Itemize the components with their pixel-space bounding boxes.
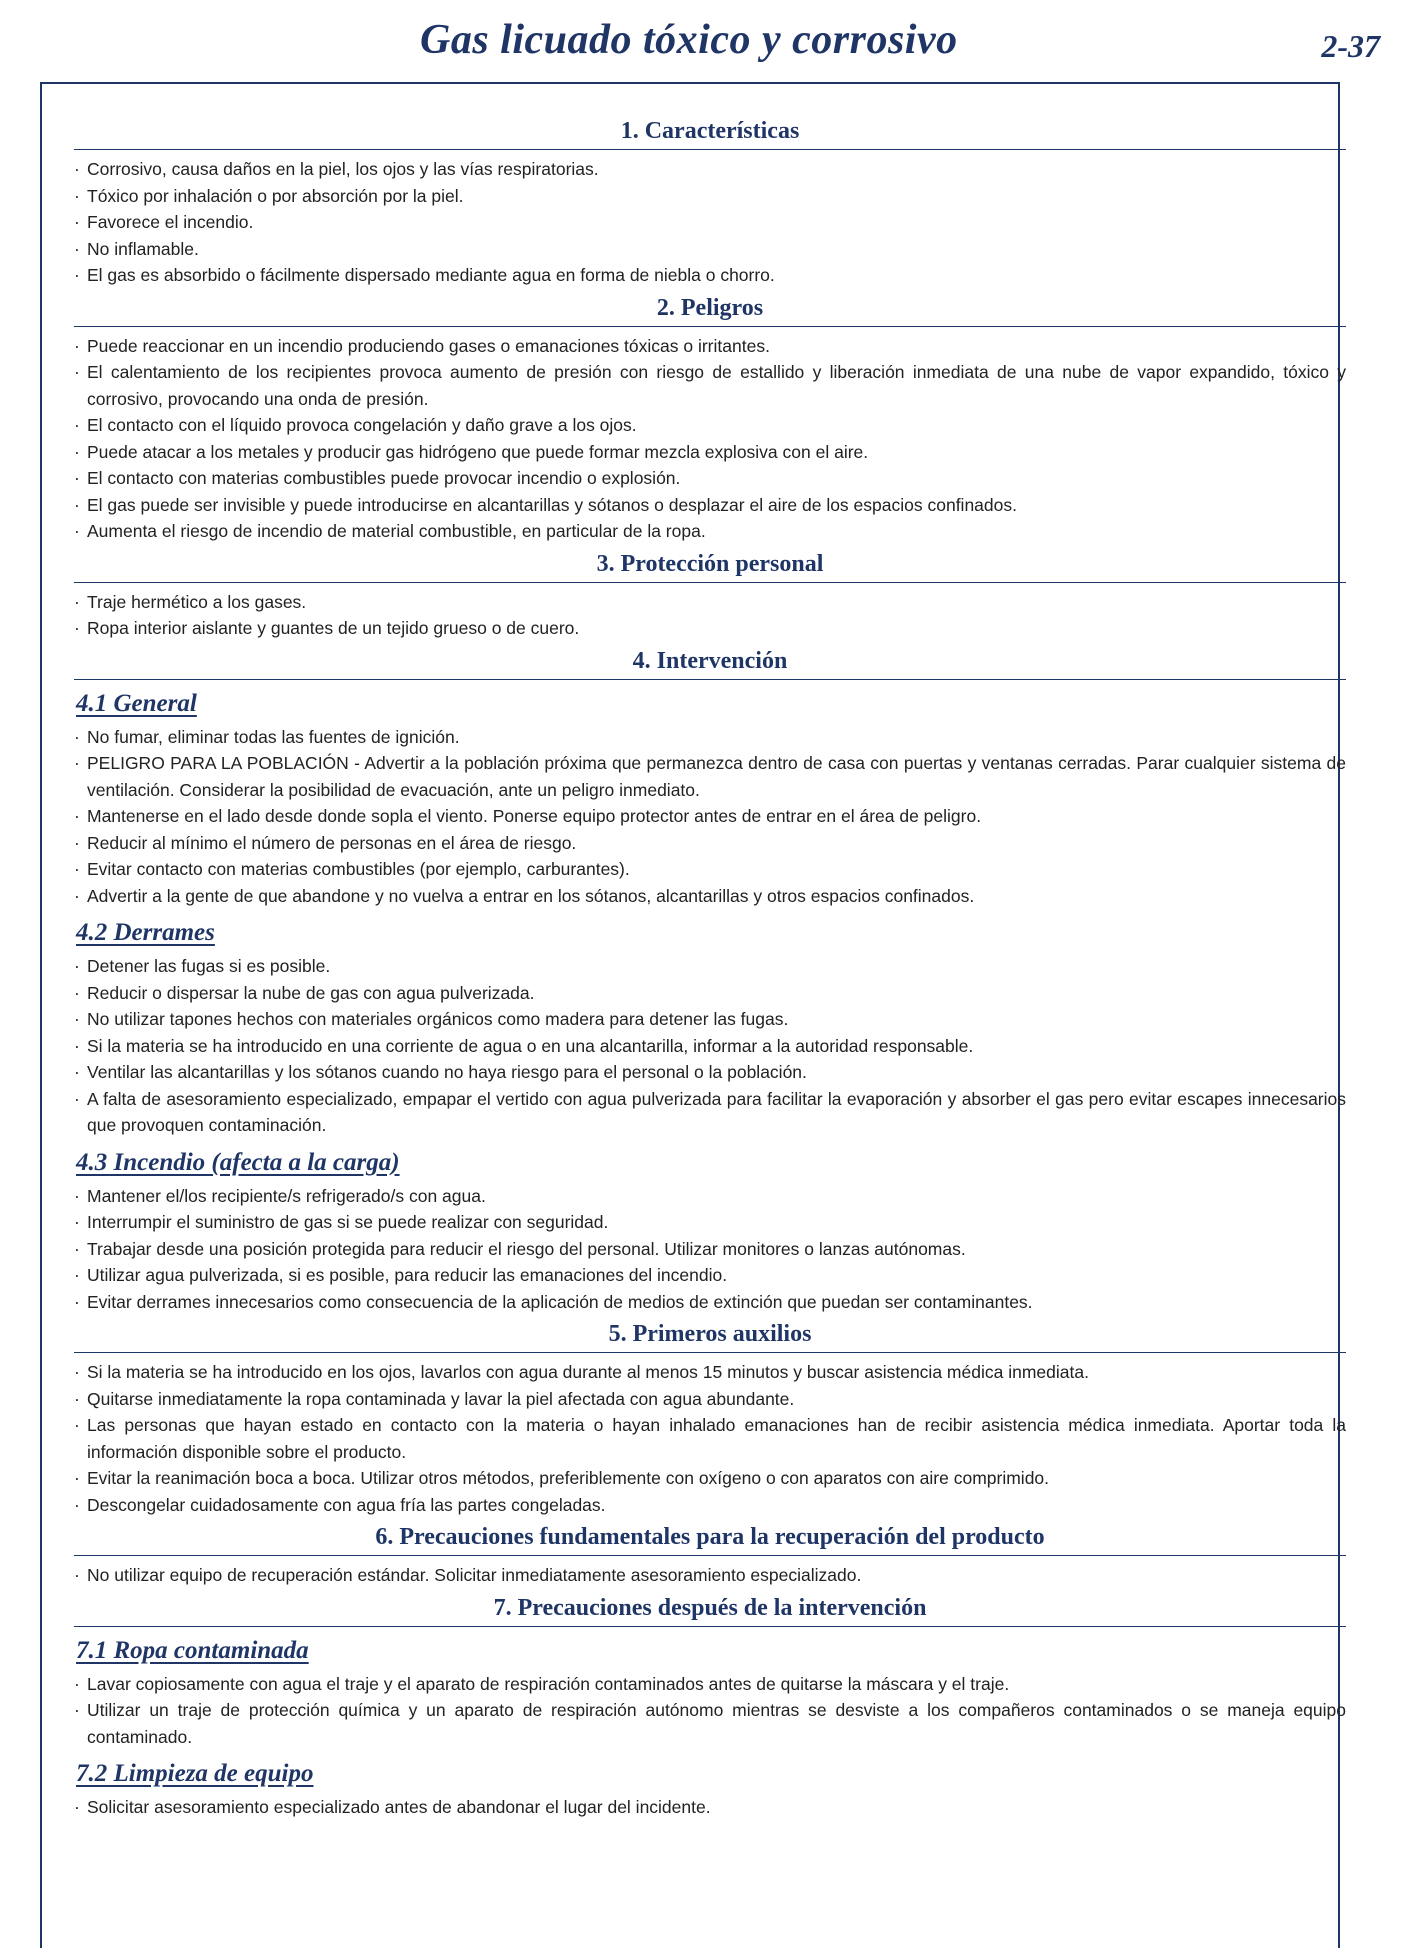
list-item: · Advertir a la gente de que abandone y no vuelva a entrar en los sótanos, alcantarillas y otros espacios confinados. [74, 883, 1346, 910]
list-item: · No inflamable. [74, 236, 1346, 263]
section-heading-intervencion: 4. Intervención [74, 646, 1346, 680]
list-item: · El calentamiento de los recipientes provoca aumento de presión con riesgo de estallido y liberación inmediata de una nube de vapor expandido, tóxico y corrosivo, provocando una onda de presión. [74, 359, 1346, 412]
subsection-heading-general: 4.1 General [76, 689, 197, 717]
list-item: · No utilizar equipo de recuperación estándar. Solicitar inmediatamente asesoramiento especializado. [74, 1562, 1346, 1589]
list-item: · Aumenta el riesgo de incendio de material combustible, en particular de la ropa. [74, 518, 1346, 545]
list-caracteristicas [74, 156, 1346, 289]
list-item: · Las personas que hayan estado en contacto con la materia o hayan inhalado emanaciones han de recibir asistencia médica inmediata. Aportar toda la información disponible sobre el producto. [74, 1412, 1346, 1465]
list-item: · Tóxico por inhalación o por absorción por la piel. [74, 183, 1346, 210]
section-heading-despues-intervencion: 7. Precauciones después de la intervención [74, 1593, 1346, 1627]
list-item: · Utilizar agua pulverizada, si es posible, para reducir las emanaciones del incendio. [74, 1262, 1346, 1289]
list-item: · Puede atacar a los metales y producir gas hidrógeno que puede formar mezcla explosiva con el aire. [74, 439, 1346, 466]
list-item: · El gas puede ser invisible y puede introducirse en alcantarillas y sótanos o desplazar el aire de los espacios confinados. [74, 492, 1346, 519]
list-item: · Si la materia se ha introducido en una corriente de agua o en una alcantarilla, informar a la autoridad responsable. [74, 1033, 1346, 1060]
section-heading-proteccion-personal: 3. Protección personal [74, 549, 1346, 583]
section-heading-peligros: 2. Peligros [74, 293, 1346, 327]
document-body [74, 116, 1346, 1825]
subsection-heading-limpieza-equipo: 7.2 Limpieza de equipo [76, 1760, 314, 1787]
list-item: · Ventilar las alcantarillas y los sótanos cuando no haya riesgo para el personal o la población. [74, 1059, 1346, 1086]
list-item: · Descongelar cuidadosamente con agua fría las partes congeladas. [74, 1492, 1346, 1519]
page-title: Gas licuado tóxico y corrosivo [420, 17, 958, 63]
list-item: · Evitar la reanimación boca a boca. Utilizar otros métodos, preferiblemente con oxígeno o con aparatos con aire comprimido. [74, 1465, 1346, 1492]
list-item: · Traje hermético a los gases. [74, 589, 1346, 616]
list-limpieza-equipo [74, 1794, 1346, 1821]
list-item: · Utilizar un traje de protección química y un aparato de respiración autónomo mientras se desviste a los compañeros contaminados o se maneja equipo contaminado. [74, 1697, 1346, 1750]
list-primeros-auxilios [74, 1359, 1346, 1518]
list-item: · Trabajar desde una posición protegida para reducir el riesgo del personal. Utilizar monitores o lanzas autónomas. [74, 1236, 1346, 1263]
list-item: · Solicitar asesoramiento especializado antes de abandonar el lugar del incidente. [74, 1794, 1346, 1821]
subsection-heading-ropa-contaminada: 7.1 Ropa contaminada [76, 1636, 309, 1664]
list-ropa-contaminada [74, 1671, 1346, 1751]
list-item: · Si la materia se ha introducido en los ojos, lavarlos con agua durante al menos 15 minutos y buscar asistencia médica inmediata. [74, 1359, 1346, 1386]
list-item: · El contacto con materias combustibles puede provocar incendio o explosión. [74, 465, 1346, 492]
section-heading-recuperacion-producto: 6. Precauciones fundamentales para la recuperación del producto [74, 1522, 1346, 1556]
list-derrames [74, 953, 1346, 1139]
list-item: · A falta de asesoramiento especializado, empapar el vertido con agua pulverizada para facilitar la evaporación y absorber el gas pero evitar escapes innecesarios que provoquen contaminación. [74, 1086, 1346, 1139]
section-heading-primeros-auxilios: 5. Primeros auxilios [74, 1319, 1346, 1353]
list-peligros [74, 333, 1346, 545]
list-item: · Reducir al mínimo el número de personas en el área de riesgo. [74, 830, 1346, 857]
list-item: · Evitar derrames innecesarios como consecuencia de la aplicación de medios de extinción que puedan ser contaminantes. [74, 1289, 1346, 1316]
list-item: · Mantener el/los recipiente/s refrigerado/s con agua. [74, 1183, 1346, 1210]
list-general [74, 724, 1346, 910]
list-item: · Lavar copiosamente con agua el traje y el aparato de respiración contaminados antes de quitarse la máscara y el traje. [74, 1671, 1346, 1698]
list-item: · Puede reaccionar en un incendio produciendo gases o emanaciones tóxicas o irritantes. [74, 333, 1346, 360]
section-heading-caracteristicas: 1. Características [74, 116, 1346, 150]
subsection-heading-incendio: 4.3 Incendio (afecta a la carga) [76, 1148, 400, 1176]
list-item: · Evitar contacto con materias combustibles (por ejemplo, carburantes). [74, 856, 1346, 883]
list-item: · Ropa interior aislante y guantes de un tejido grueso o de cuero. [74, 615, 1346, 642]
list-item: · Detener las fugas si es posible. [74, 953, 1346, 980]
list-item: · Favorece el incendio. [74, 209, 1346, 236]
list-item: · No utilizar tapones hechos con materiales orgánicos como madera para detener las fugas. [74, 1006, 1346, 1033]
list-proteccion-personal [74, 589, 1346, 642]
list-item: · No fumar, eliminar todas las fuentes de ignición. [74, 724, 1346, 751]
page-header [0, 0, 1408, 84]
list-item: · Mantenerse en el lado desde donde sopla el viento. Ponerse equipo protector antes de entrar en el área de peligro. [74, 803, 1346, 830]
list-item: · Interrumpir el suministro de gas si se puede realizar con seguridad. [74, 1209, 1346, 1236]
list-item: · Reducir o dispersar la nube de gas con agua pulverizada. [74, 980, 1346, 1007]
page-number: 2-37 [1321, 28, 1380, 64]
list-item: · El gas es absorbido o fácilmente dispersado mediante agua en forma de niebla o chorro. [74, 262, 1346, 289]
list-item: · Corrosivo, causa daños en la piel, los ojos y las vías respiratorias. [74, 156, 1346, 183]
list-incendio [74, 1183, 1346, 1316]
list-recuperacion-producto [74, 1562, 1346, 1589]
list-item: · Quitarse inmediatamente la ropa contaminada y lavar la piel afectada con agua abundante. [74, 1386, 1346, 1413]
subsection-heading-derrames: 4.2 Derrames [76, 919, 215, 946]
list-item: · PELIGRO PARA LA POBLACIÓN - Advertir a la población próxima que permanezca dentro de casa con puertas y ventanas cerradas. Parar cualquier sistema de ventilación. Considerar la posibilidad de evacuación, ante un peligro inmediato. [74, 750, 1346, 803]
list-item: · El contacto con el líquido provoca congelación y daño grave a los ojos. [74, 412, 1346, 439]
